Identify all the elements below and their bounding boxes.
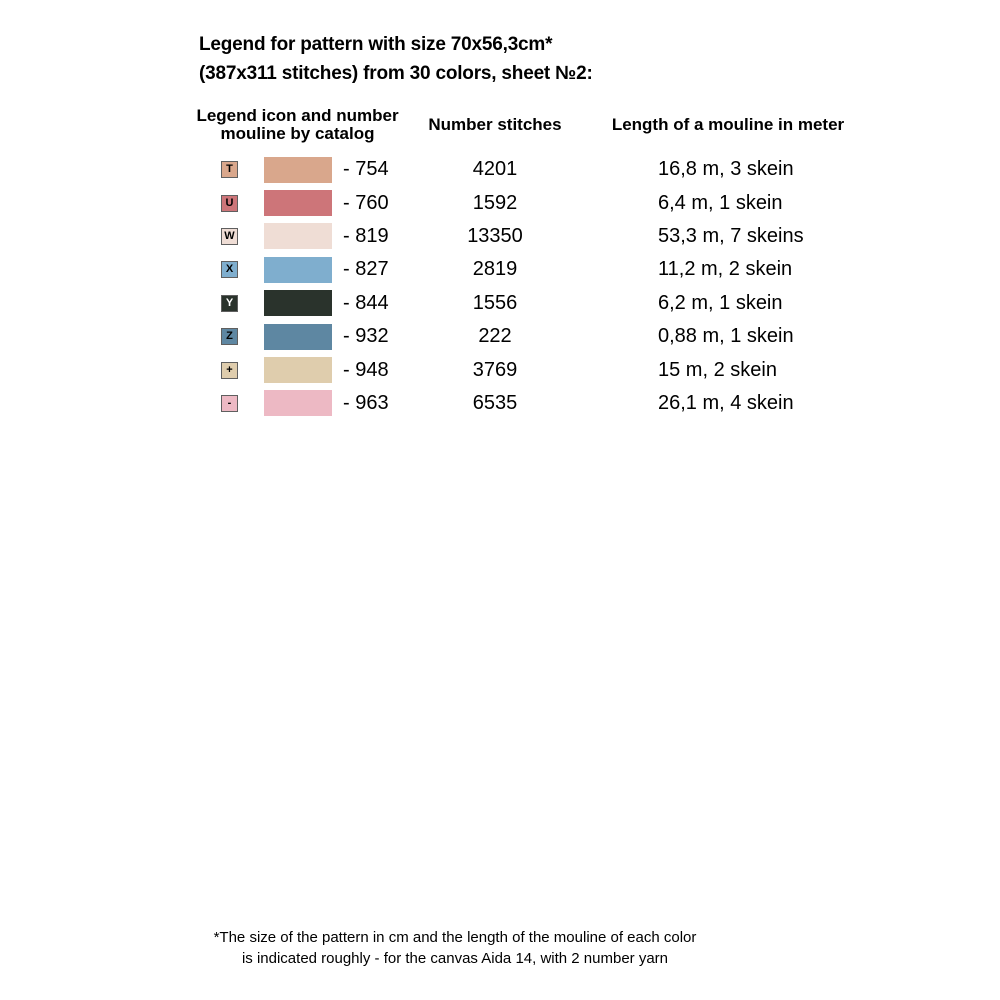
catalog-number: - 948 [343, 358, 389, 381]
color-swatch [264, 390, 332, 416]
symbol-icon: - [221, 395, 238, 412]
symbol-icon: Y [221, 295, 238, 312]
color-swatch [264, 324, 332, 350]
table-row [170, 186, 895, 219]
catalog-number: - 932 [343, 325, 389, 348]
footnote [100, 928, 810, 969]
table-row [170, 387, 895, 420]
stitch-count: 1556 [472, 291, 518, 314]
mouline-length: 6,2 m, 1 skein [658, 291, 783, 314]
symbol-icon: U [221, 195, 238, 212]
mouline-length: 16,8 m, 3 skein [658, 158, 794, 181]
color-swatch [264, 357, 332, 383]
color-swatch [264, 223, 332, 249]
symbol-icon: Z [221, 328, 238, 345]
mouline-length: 53,3 m, 7 skeins [658, 224, 804, 247]
mouline-length: 15 m, 2 skein [658, 358, 777, 381]
table-row [170, 320, 895, 353]
header-number-stitches: Number stitches [428, 114, 562, 134]
page-title-line1: Legend for pattern with size 70x56,3cm* [199, 34, 553, 55]
mouline-length: 6,4 m, 1 skein [658, 191, 783, 214]
page-title [199, 30, 593, 88]
catalog-number: - 760 [343, 191, 389, 214]
stitch-count: 6535 [472, 391, 518, 414]
color-swatch [264, 290, 332, 316]
mouline-length: 11,2 m, 2 skein [658, 258, 793, 281]
catalog-number: - 827 [343, 258, 389, 281]
page-title-line2: (387x311 stitches) from 30 colors, sheet №2: [199, 63, 593, 84]
table-header [170, 107, 891, 142]
footnote-line2: is indicated roughly - for the canvas Aida 14, with 2 number yarn [241, 949, 669, 967]
color-swatch [264, 157, 332, 183]
catalog-number: - 963 [343, 391, 389, 414]
color-swatch [264, 257, 332, 283]
color-swatch [264, 190, 332, 216]
stitch-count: 222 [478, 325, 512, 348]
catalog-number: - 819 [343, 224, 389, 247]
table-row [170, 253, 895, 286]
stitch-count: 2819 [472, 258, 518, 281]
symbol-icon: + [221, 362, 238, 379]
footnote-line1: *The size of the pattern in cm and the length of the mouline of each color [213, 929, 697, 946]
table-row [170, 220, 895, 253]
stitch-count: 3769 [472, 358, 518, 381]
stitch-count: 13350 [467, 224, 523, 247]
catalog-number: - 754 [343, 158, 389, 181]
table-row [170, 153, 895, 186]
symbol-icon: T [221, 161, 238, 178]
symbol-icon: W [221, 228, 238, 245]
table-row [170, 287, 895, 320]
catalog-number: - 844 [343, 291, 389, 314]
stitch-count: 4201 [472, 158, 518, 181]
mouline-length: 26,1 m, 4 skein [658, 391, 794, 414]
header-legend-icon: Legend icon and number mouline by catalog [196, 106, 399, 143]
header-mouline-length: Length of a mouline in meter [611, 114, 845, 134]
mouline-length: 0,88 m, 1 skein [658, 325, 794, 348]
legend-table [170, 153, 895, 420]
symbol-icon: X [221, 261, 238, 278]
table-row [170, 353, 895, 386]
stitch-count: 1592 [472, 191, 518, 214]
